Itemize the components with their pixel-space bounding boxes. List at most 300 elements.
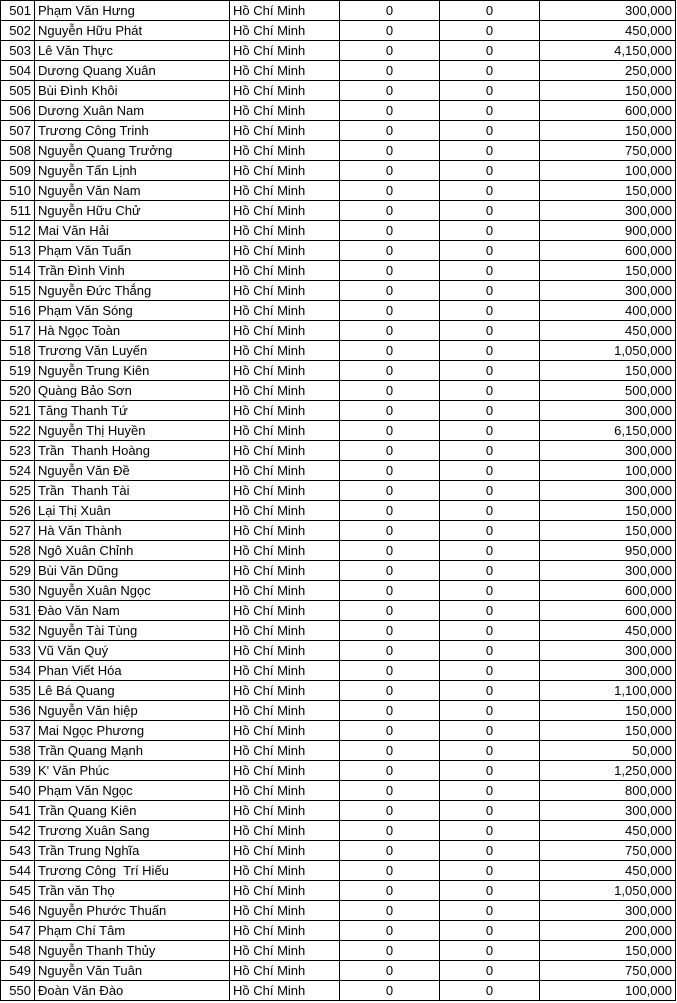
value-a-cell: 0	[340, 401, 440, 421]
amount-cell: 50,000	[540, 741, 676, 761]
value-a-cell: 0	[340, 121, 440, 141]
city-cell: Hồ Chí Minh	[230, 541, 340, 561]
value-a-cell: 0	[340, 21, 440, 41]
value-a-cell: 0	[340, 641, 440, 661]
value-b-cell: 0	[440, 61, 540, 81]
value-b-cell: 0	[440, 381, 540, 401]
row-number-cell: 518	[1, 341, 35, 361]
value-a-cell: 0	[340, 781, 440, 801]
value-b-cell: 0	[440, 461, 540, 481]
value-b-cell: 0	[440, 21, 540, 41]
donor-name-cell: Trần Thanh Hoàng	[35, 441, 230, 461]
table-row	[1, 521, 676, 541]
amount-cell: 300,000	[540, 561, 676, 581]
amount-cell: 750,000	[540, 961, 676, 981]
value-b-cell: 0	[440, 1, 540, 21]
row-number-cell: 514	[1, 261, 35, 281]
city-cell: Hồ Chí Minh	[230, 761, 340, 781]
value-a-cell: 0	[340, 621, 440, 641]
row-number-cell: 502	[1, 21, 35, 41]
row-number-cell: 535	[1, 681, 35, 701]
table-row	[1, 741, 676, 761]
city-cell: Hồ Chí Minh	[230, 201, 340, 221]
city-cell: Hồ Chí Minh	[230, 601, 340, 621]
donor-name-cell: Dương Quang Xuân	[35, 61, 230, 81]
table-row	[1, 501, 676, 521]
city-cell: Hồ Chí Minh	[230, 941, 340, 961]
donor-name-cell: Trần Đình Vinh	[35, 261, 230, 281]
value-b-cell: 0	[440, 761, 540, 781]
row-number-cell: 510	[1, 181, 35, 201]
donor-name-cell: Trần văn Thọ	[35, 881, 230, 901]
city-cell: Hồ Chí Minh	[230, 141, 340, 161]
table-row	[1, 961, 676, 981]
donor-name-cell: Nguyễn Xuân Ngọc	[35, 581, 230, 601]
amount-cell: 450,000	[540, 621, 676, 641]
city-cell: Hồ Chí Minh	[230, 61, 340, 81]
row-number-cell: 546	[1, 901, 35, 921]
city-cell: Hồ Chí Minh	[230, 281, 340, 301]
donor-name-cell: Trần Quang Mạnh	[35, 741, 230, 761]
row-number-cell: 516	[1, 301, 35, 321]
city-cell: Hồ Chí Minh	[230, 801, 340, 821]
table-row	[1, 941, 676, 961]
donor-name-cell: Nguyễn Hữu Chử	[35, 201, 230, 221]
city-cell: Hồ Chí Minh	[230, 101, 340, 121]
value-b-cell: 0	[440, 401, 540, 421]
value-a-cell: 0	[340, 101, 440, 121]
city-cell: Hồ Chí Minh	[230, 441, 340, 461]
value-b-cell: 0	[440, 201, 540, 221]
donor-name-cell: Trần Quang Kiên	[35, 801, 230, 821]
value-b-cell: 0	[440, 121, 540, 141]
amount-cell: 450,000	[540, 861, 676, 881]
value-b-cell: 0	[440, 601, 540, 621]
amount-cell: 600,000	[540, 581, 676, 601]
donor-name-cell: Nguyễn Văn Đề	[35, 461, 230, 481]
value-a-cell: 0	[340, 161, 440, 181]
value-b-cell: 0	[440, 241, 540, 261]
donor-name-cell: Bùi Văn Dũng	[35, 561, 230, 581]
value-b-cell: 0	[440, 681, 540, 701]
donor-name-cell: Nguyễn Văn Tuân	[35, 961, 230, 981]
table-row	[1, 641, 676, 661]
donor-name-cell: Nguyễn Thị Huyền	[35, 421, 230, 441]
value-a-cell: 0	[340, 301, 440, 321]
value-b-cell: 0	[440, 901, 540, 921]
city-cell: Hồ Chí Minh	[230, 781, 340, 801]
city-cell: Hồ Chí Minh	[230, 21, 340, 41]
amount-cell: 300,000	[540, 401, 676, 421]
value-b-cell: 0	[440, 141, 540, 161]
value-b-cell: 0	[440, 941, 540, 961]
value-b-cell: 0	[440, 361, 540, 381]
row-number-cell: 549	[1, 961, 35, 981]
row-number-cell: 537	[1, 721, 35, 741]
row-number-cell: 533	[1, 641, 35, 661]
donor-name-cell: Mai Văn Hải	[35, 221, 230, 241]
city-cell: Hồ Chí Minh	[230, 661, 340, 681]
amount-cell: 100,000	[540, 161, 676, 181]
amount-cell: 6,150,000	[540, 421, 676, 441]
value-b-cell: 0	[440, 741, 540, 761]
city-cell: Hồ Chí Minh	[230, 241, 340, 261]
donor-name-cell: Vũ Văn Quý	[35, 641, 230, 661]
value-b-cell: 0	[440, 981, 540, 1001]
row-number-cell: 534	[1, 661, 35, 681]
row-number-cell: 522	[1, 421, 35, 441]
amount-cell: 300,000	[540, 901, 676, 921]
donor-name-cell: Phan Viết Hóa	[35, 661, 230, 681]
value-a-cell: 0	[340, 701, 440, 721]
table-row	[1, 221, 676, 241]
row-number-cell: 527	[1, 521, 35, 541]
value-b-cell: 0	[440, 321, 540, 341]
table-row	[1, 81, 676, 101]
amount-cell: 600,000	[540, 601, 676, 621]
value-b-cell: 0	[440, 161, 540, 181]
row-number-cell: 509	[1, 161, 35, 181]
value-b-cell: 0	[440, 341, 540, 361]
city-cell: Hồ Chí Minh	[230, 41, 340, 61]
amount-cell: 400,000	[540, 301, 676, 321]
donor-name-cell: Nguyễn Đức Thắng	[35, 281, 230, 301]
value-b-cell: 0	[440, 881, 540, 901]
amount-cell: 150,000	[540, 721, 676, 741]
value-b-cell: 0	[440, 501, 540, 521]
value-a-cell: 0	[340, 941, 440, 961]
amount-cell: 150,000	[540, 181, 676, 201]
table-row	[1, 981, 676, 1001]
value-a-cell: 0	[340, 461, 440, 481]
table-row	[1, 541, 676, 561]
table-row	[1, 721, 676, 741]
donor-name-cell: Nguyễn Văn Nam	[35, 181, 230, 201]
city-cell: Hồ Chí Minh	[230, 221, 340, 241]
row-number-cell: 519	[1, 361, 35, 381]
amount-cell: 300,000	[540, 281, 676, 301]
amount-cell: 100,000	[540, 461, 676, 481]
city-cell: Hồ Chí Minh	[230, 361, 340, 381]
value-b-cell: 0	[440, 821, 540, 841]
table-row	[1, 361, 676, 381]
value-a-cell: 0	[340, 581, 440, 601]
value-b-cell: 0	[440, 101, 540, 121]
value-a-cell: 0	[340, 561, 440, 581]
table-row	[1, 681, 676, 701]
table-row	[1, 581, 676, 601]
city-cell: Hồ Chí Minh	[230, 861, 340, 881]
amount-cell: 1,050,000	[540, 881, 676, 901]
value-b-cell: 0	[440, 261, 540, 281]
value-a-cell: 0	[340, 321, 440, 341]
value-b-cell: 0	[440, 481, 540, 501]
row-number-cell: 548	[1, 941, 35, 961]
donor-name-cell: Hà Ngọc Toàn	[35, 321, 230, 341]
table-row	[1, 241, 676, 261]
value-a-cell: 0	[340, 181, 440, 201]
value-a-cell: 0	[340, 721, 440, 741]
table-row	[1, 201, 676, 221]
table-row	[1, 181, 676, 201]
amount-cell: 150,000	[540, 261, 676, 281]
value-b-cell: 0	[440, 41, 540, 61]
value-b-cell: 0	[440, 801, 540, 821]
city-cell: Hồ Chí Minh	[230, 581, 340, 601]
row-number-cell: 547	[1, 921, 35, 941]
donor-name-cell: Lê Bá Quang	[35, 681, 230, 701]
table-row	[1, 921, 676, 941]
donor-name-cell: Trần Trung Nghĩa	[35, 841, 230, 861]
city-cell: Hồ Chí Minh	[230, 741, 340, 761]
donor-name-cell: Bùi Đình Khôi	[35, 81, 230, 101]
value-a-cell: 0	[340, 681, 440, 701]
donor-name-cell: K' Văn Phúc	[35, 761, 230, 781]
donor-name-cell: Lê Văn Thực	[35, 41, 230, 61]
table-body	[1, 1, 676, 1001]
row-number-cell: 506	[1, 101, 35, 121]
row-number-cell: 530	[1, 581, 35, 601]
amount-cell: 150,000	[540, 941, 676, 961]
amount-cell: 750,000	[540, 841, 676, 861]
donor-name-cell: Nguyễn Văn hiệp	[35, 701, 230, 721]
city-cell: Hồ Chí Minh	[230, 981, 340, 1001]
value-a-cell: 0	[340, 241, 440, 261]
value-a-cell: 0	[340, 921, 440, 941]
value-b-cell: 0	[440, 961, 540, 981]
table-row	[1, 321, 676, 341]
value-b-cell: 0	[440, 81, 540, 101]
amount-cell: 750,000	[540, 141, 676, 161]
amount-cell: 800,000	[540, 781, 676, 801]
table-row	[1, 821, 676, 841]
value-a-cell: 0	[340, 541, 440, 561]
value-a-cell: 0	[340, 81, 440, 101]
table-row	[1, 1, 676, 21]
city-cell: Hồ Chí Minh	[230, 821, 340, 841]
amount-cell: 4,150,000	[540, 41, 676, 61]
table-row	[1, 881, 676, 901]
value-b-cell: 0	[440, 581, 540, 601]
value-a-cell: 0	[340, 421, 440, 441]
amount-cell: 1,050,000	[540, 341, 676, 361]
value-b-cell: 0	[440, 441, 540, 461]
city-cell: Hồ Chí Minh	[230, 901, 340, 921]
table-row	[1, 801, 676, 821]
city-cell: Hồ Chí Minh	[230, 721, 340, 741]
value-b-cell: 0	[440, 861, 540, 881]
donor-name-cell: Trương Văn Luyến	[35, 341, 230, 361]
donor-name-cell: Trương Xuân Sang	[35, 821, 230, 841]
row-number-cell: 544	[1, 861, 35, 881]
row-number-cell: 515	[1, 281, 35, 301]
city-cell: Hồ Chí Minh	[230, 641, 340, 661]
amount-cell: 600,000	[540, 241, 676, 261]
value-b-cell: 0	[440, 301, 540, 321]
value-a-cell: 0	[340, 221, 440, 241]
value-a-cell: 0	[340, 801, 440, 821]
amount-cell: 1,250,000	[540, 761, 676, 781]
value-a-cell: 0	[340, 381, 440, 401]
row-number-cell: 512	[1, 221, 35, 241]
value-b-cell: 0	[440, 641, 540, 661]
value-a-cell: 0	[340, 601, 440, 621]
row-number-cell: 507	[1, 121, 35, 141]
value-a-cell: 0	[340, 761, 440, 781]
row-number-cell: 542	[1, 821, 35, 841]
table-row	[1, 141, 676, 161]
row-number-cell: 540	[1, 781, 35, 801]
amount-cell: 600,000	[540, 101, 676, 121]
amount-cell: 950,000	[540, 541, 676, 561]
table-row	[1, 381, 676, 401]
amount-cell: 300,000	[540, 1, 676, 21]
table-row	[1, 621, 676, 641]
city-cell: Hồ Chí Minh	[230, 481, 340, 501]
value-b-cell: 0	[440, 181, 540, 201]
table-row	[1, 281, 676, 301]
value-a-cell: 0	[340, 821, 440, 841]
donor-name-cell: Nguyễn Phước Thuấn	[35, 901, 230, 921]
city-cell: Hồ Chí Minh	[230, 521, 340, 541]
row-number-cell: 541	[1, 801, 35, 821]
amount-cell: 300,000	[540, 201, 676, 221]
value-a-cell: 0	[340, 61, 440, 81]
donor-name-cell: Phạm Văn Hưng	[35, 1, 230, 21]
city-cell: Hồ Chí Minh	[230, 921, 340, 941]
table-row	[1, 781, 676, 801]
amount-cell: 300,000	[540, 661, 676, 681]
row-number-cell: 504	[1, 61, 35, 81]
city-cell: Hồ Chí Minh	[230, 401, 340, 421]
donor-name-cell: Hà Văn Thành	[35, 521, 230, 541]
row-number-cell: 511	[1, 201, 35, 221]
amount-cell: 300,000	[540, 441, 676, 461]
row-number-cell: 525	[1, 481, 35, 501]
value-a-cell: 0	[340, 881, 440, 901]
city-cell: Hồ Chí Minh	[230, 261, 340, 281]
donor-name-cell: Đoàn Văn Đào	[35, 981, 230, 1001]
value-a-cell: 0	[340, 361, 440, 381]
row-number-cell: 501	[1, 1, 35, 21]
amount-cell: 150,000	[540, 361, 676, 381]
donor-name-cell: Quàng Bảo Sơn	[35, 381, 230, 401]
value-a-cell: 0	[340, 201, 440, 221]
amount-cell: 100,000	[540, 981, 676, 1001]
table-row	[1, 161, 676, 181]
table-row	[1, 101, 676, 121]
table-row	[1, 121, 676, 141]
amount-cell: 150,000	[540, 81, 676, 101]
value-a-cell: 0	[340, 281, 440, 301]
city-cell: Hồ Chí Minh	[230, 501, 340, 521]
amount-cell: 200,000	[540, 921, 676, 941]
donor-name-cell: Ngô Xuân Chỉnh	[35, 541, 230, 561]
value-b-cell: 0	[440, 921, 540, 941]
value-a-cell: 0	[340, 141, 440, 161]
amount-cell: 300,000	[540, 481, 676, 501]
table-row	[1, 421, 676, 441]
value-a-cell: 0	[340, 841, 440, 861]
row-number-cell: 505	[1, 81, 35, 101]
value-a-cell: 0	[340, 961, 440, 981]
city-cell: Hồ Chí Minh	[230, 341, 340, 361]
value-a-cell: 0	[340, 901, 440, 921]
donor-name-cell: Nguyễn Tài Tùng	[35, 621, 230, 641]
table-row	[1, 481, 676, 501]
value-b-cell: 0	[440, 421, 540, 441]
table-row	[1, 441, 676, 461]
row-number-cell: 524	[1, 461, 35, 481]
value-a-cell: 0	[340, 481, 440, 501]
row-number-cell: 523	[1, 441, 35, 461]
donor-name-cell: Nguyễn Quang Trưởng	[35, 141, 230, 161]
row-number-cell: 526	[1, 501, 35, 521]
donor-name-cell: Lại Thị Xuân	[35, 501, 230, 521]
table-row	[1, 341, 676, 361]
city-cell: Hồ Chí Minh	[230, 841, 340, 861]
table-row	[1, 901, 676, 921]
donor-name-cell: Trương Công Trí Hiếu	[35, 861, 230, 881]
value-b-cell: 0	[440, 781, 540, 801]
table-row	[1, 841, 676, 861]
amount-cell: 900,000	[540, 221, 676, 241]
value-b-cell: 0	[440, 541, 540, 561]
amount-cell: 450,000	[540, 21, 676, 41]
table-row	[1, 41, 676, 61]
value-b-cell: 0	[440, 221, 540, 241]
row-number-cell: 508	[1, 141, 35, 161]
city-cell: Hồ Chí Minh	[230, 81, 340, 101]
value-a-cell: 0	[340, 521, 440, 541]
donor-name-cell: Nguyễn Tấn Lịnh	[35, 161, 230, 181]
donor-name-cell: Tăng Thanh Tứ	[35, 401, 230, 421]
row-number-cell: 536	[1, 701, 35, 721]
row-number-cell: 538	[1, 741, 35, 761]
amount-cell: 150,000	[540, 501, 676, 521]
city-cell: Hồ Chí Minh	[230, 621, 340, 641]
table-row	[1, 401, 676, 421]
value-b-cell: 0	[440, 841, 540, 861]
city-cell: Hồ Chí Minh	[230, 961, 340, 981]
donor-name-cell: Nguyễn Thanh Thủy	[35, 941, 230, 961]
donor-name-cell: Nguyễn Hữu Phát	[35, 21, 230, 41]
row-number-cell: 528	[1, 541, 35, 561]
amount-cell: 150,000	[540, 521, 676, 541]
donor-name-cell: Phạm Văn Tuấn	[35, 241, 230, 261]
value-b-cell: 0	[440, 561, 540, 581]
table-row	[1, 301, 676, 321]
value-b-cell: 0	[440, 621, 540, 641]
table-row	[1, 61, 676, 81]
value-a-cell: 0	[340, 741, 440, 761]
donor-name-cell: Dương Xuân Nam	[35, 101, 230, 121]
value-b-cell: 0	[440, 661, 540, 681]
donor-name-cell: Mai Ngọc Phương	[35, 721, 230, 741]
donor-name-cell: Trần Thanh Tài	[35, 481, 230, 501]
row-number-cell: 503	[1, 41, 35, 61]
value-a-cell: 0	[340, 661, 440, 681]
city-cell: Hồ Chí Minh	[230, 461, 340, 481]
donor-name-cell: Nguyễn Trung Kiên	[35, 361, 230, 381]
table-row	[1, 861, 676, 881]
city-cell: Hồ Chí Minh	[230, 321, 340, 341]
value-a-cell: 0	[340, 41, 440, 61]
city-cell: Hồ Chí Minh	[230, 181, 340, 201]
city-cell: Hồ Chí Minh	[230, 701, 340, 721]
amount-cell: 1,100,000	[540, 681, 676, 701]
row-number-cell: 532	[1, 621, 35, 641]
